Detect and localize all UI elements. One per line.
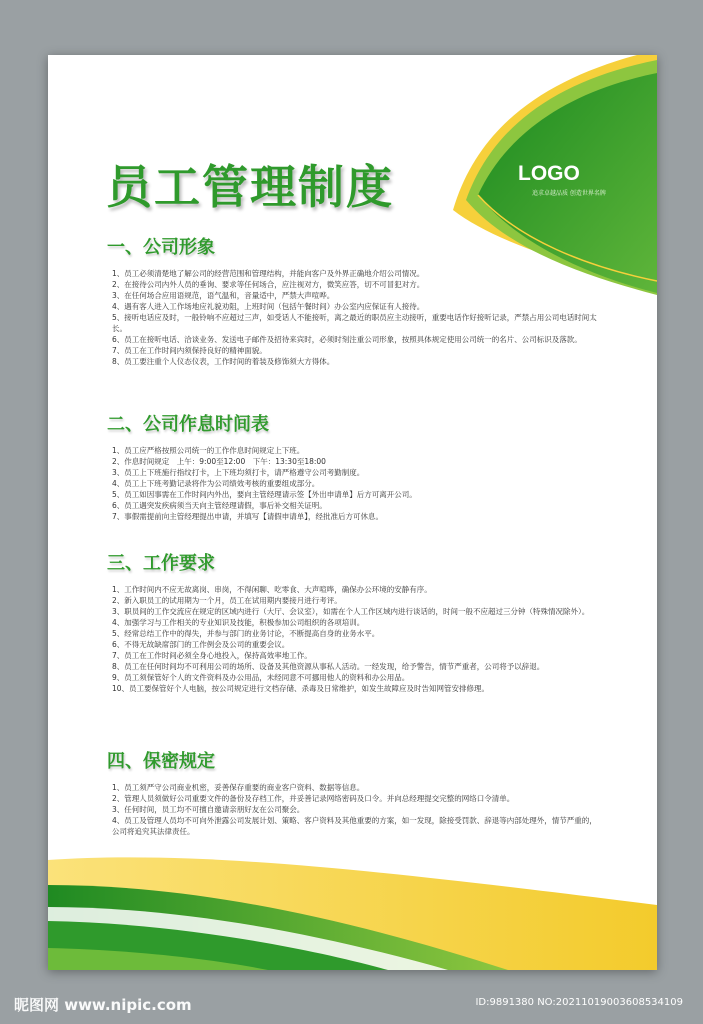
- rule-list: [112, 445, 602, 522]
- bottom-waves: [48, 857, 657, 970]
- list-item: 2、管理人员须做好公司重要文件的备份及存档工作，并妥善记录网络密码及口令。并向总经理提交完整的网络口令清单。: [112, 794, 515, 803]
- list-item: 9、员工须保管好个人的文件资料及办公用品，未经同意不可挪用他人的资料和办公用品。: [112, 673, 410, 682]
- poster: [48, 55, 657, 970]
- section-confidentiality: [107, 747, 602, 837]
- section-heading: 二、公司作息时间表: [107, 414, 269, 435]
- poster-title: 员工管理制度: [106, 160, 394, 214]
- list-item: 3、任何时间，员工均不可擅自邀请亲朋好友在公司聚会。: [112, 805, 305, 814]
- list-item: 10、员工要保管好个人电脑，按公司规定进行文档存储、杀毒及日常维护，如发生故障应及时告知网管安排修理。: [112, 684, 490, 693]
- list-item: 2、作息时间规定 上午：9:00至12:00 下午：13:30至18:00: [112, 457, 326, 466]
- section-company-image: [107, 233, 602, 367]
- list-item: 7、员工在工作时间必须全身心地投入，保持高效率地工作。: [112, 651, 312, 660]
- list-item: 5、接听电话应及时，一般铃响不应超过三声，如受话人不能接听，离之最近的职员应主动接听，重要电话作好接听记录，严禁占用公司电话时间太长。: [112, 313, 597, 333]
- list-item: 6、员工遇突发疾病须当天向主管经理请假，事后补交相关证明。: [112, 501, 327, 510]
- list-item: 3、员工上下班施行指纹打卡，上下班均须打卡，请严格遵守公司考勤制度。: [112, 468, 365, 477]
- list-item: 7、员工在工作时间内须保持良好的精神面貌。: [112, 346, 267, 355]
- section-heading: 四、保密规定: [107, 751, 215, 772]
- list-item: 5、经常总结工作中的得失，并参与部门的业务讨论，不断提高自身的业务水平。: [112, 629, 380, 638]
- watermark-brand: 昵图网 www.nipic.com: [14, 996, 192, 1014]
- rule-list: [112, 268, 602, 367]
- section-work-requirements: [107, 549, 602, 694]
- list-item: 4、员工及管理人员均不可向外泄露公司发展计划、策略、客户资料及其他重要的方案，如一发现，除接受罚款、辞退等内部处理外，情节严重的，公司将追究其法律责任。: [112, 816, 597, 836]
- list-item: 7、事假需提前向主管经理提出申请，并填写【请假申请单】，经批准后方可休息。: [112, 512, 384, 521]
- list-item: 5、员工如因事需在工作时间内外出，要向主管经理请示签【外出申请单】后方可离开公司。: [112, 490, 417, 499]
- logo-slogan: 追求卓越品质 创造世界名牌: [532, 190, 606, 197]
- section-work-schedule: [107, 410, 602, 522]
- list-item: 1、员工必须清楚地了解公司的经营范围和管理结构，并能向客户及外界正确地介绍公司情况。: [112, 269, 425, 278]
- section-heading: 一、公司形象: [107, 237, 215, 258]
- list-item: 4、遇有客人进入工作场地应礼貌劝阻，上班时间（包括午餐时间）办公室内应保证有人接待。: [112, 302, 425, 311]
- list-item: 2、新入职员工的试用期为一个月，员工在试用期内要接月进行考评。: [112, 596, 342, 605]
- list-item: 1、员工须严守公司商业机密，妥善保存重要的商业客户资料、数据等信息。: [112, 783, 365, 792]
- logo-text: LOGO: [518, 162, 580, 185]
- rule-list: [112, 782, 602, 837]
- list-item: 8、员工要注重个人仪态仪表，工作时间的着装及修饰须大方得体。: [112, 357, 335, 366]
- section-heading: 三、工作要求: [107, 553, 215, 574]
- list-item: 3、职员间的工作交流应在规定的区域内进行（大厅、会议室），如需在个人工作区域内进行谈话的，时间一般不应超过三分钟（特殊情况除外）。: [112, 607, 590, 616]
- list-item: 4、员工上下班考勤记录将作为公司绩效考核的重要组成部分。: [112, 479, 320, 488]
- list-item: 8、员工在任何时间均不可利用公司的场所、设备及其他资源从事私人活动。一经发现，给予警告，情节严重者，公司将予以辞退。: [112, 662, 545, 671]
- list-item: 1、员工应严格按照公司统一的工作作息时间规定上下班。: [112, 446, 305, 455]
- list-item: 6、员工在接听电话、洽谈业务、发送电子邮件及招待来宾时，必须时刻注重公司形象，按照具体规定使用公司统一的名片、公司标识及落款。: [112, 335, 582, 344]
- list-item: 1、工作时间内不应无故离岗、串岗，不得闲聊、吃零食、大声喧哗，确保办公环境的安静有序。: [112, 585, 432, 594]
- rule-list: [112, 584, 602, 694]
- watermark-id: ID:9891380 NO:20211019003608534109: [475, 997, 683, 1008]
- list-item: 6、不得无故缺席部门的工作例会及公司的重要会议。: [112, 640, 290, 649]
- list-item: 4、加强学习与工作相关的专业知识及技能，积极参加公司组织的各项培训。: [112, 618, 365, 627]
- list-item: 3、在任何场合应用语规范，语气温和，音量适中，严禁大声喧哗。: [112, 291, 335, 300]
- list-item: 2、在接待公司内外人员的垂询、要求等任何场合，应注视对方，微笑应答，切不可冒犯对方。: [112, 280, 425, 289]
